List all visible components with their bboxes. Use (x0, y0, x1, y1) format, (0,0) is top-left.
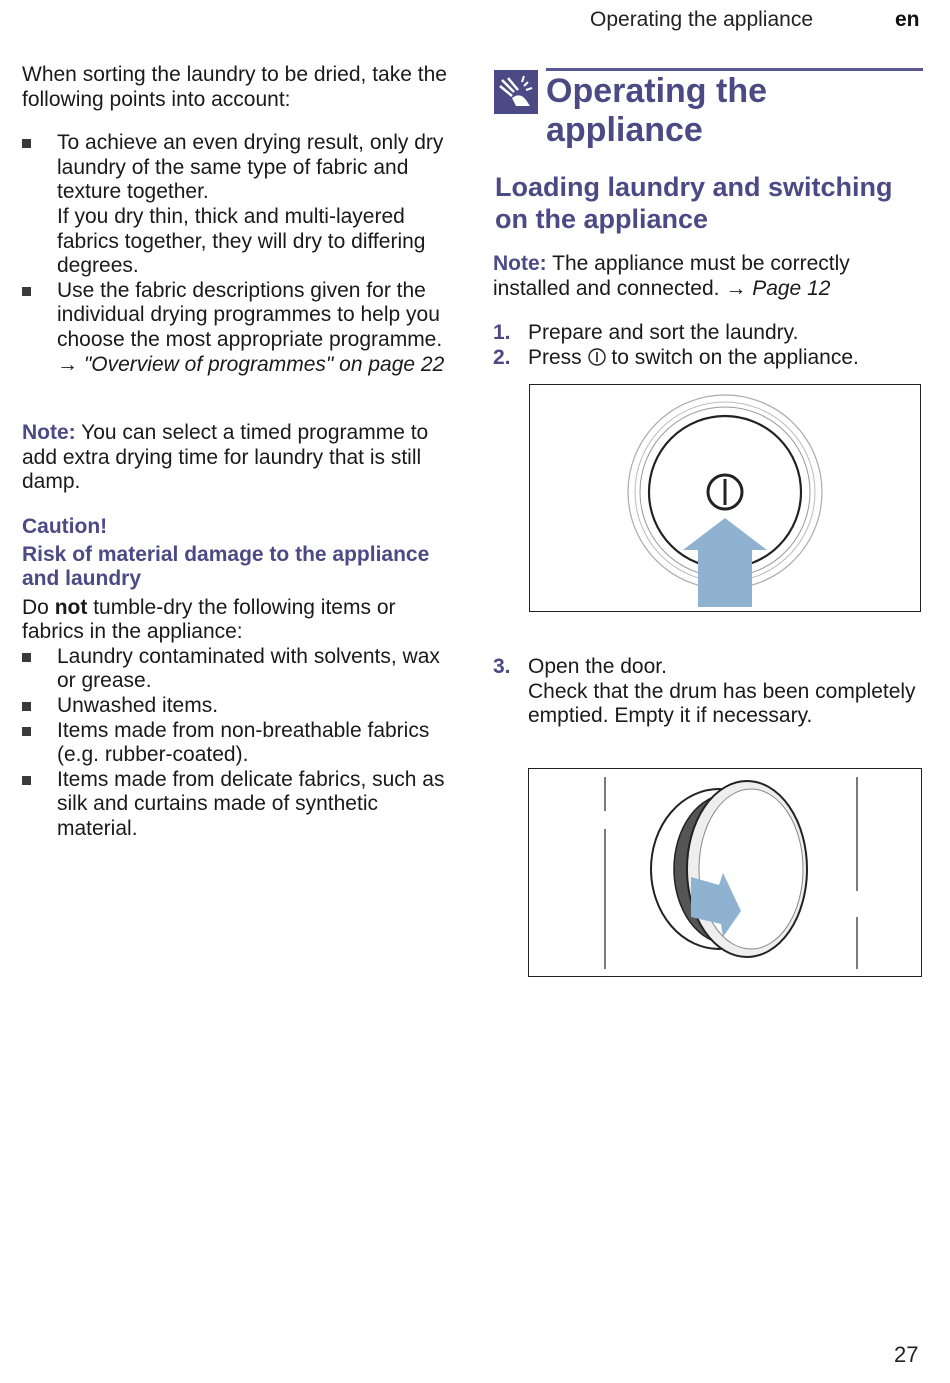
bullet-square-icon (22, 139, 31, 148)
step-number: 2. (493, 345, 511, 369)
step-number: 3. (493, 655, 511, 678)
bullet-text: To achieve an even drying result, only dry laundry of the same type of fabric and texture together. (57, 131, 444, 204)
note-label: Note: (22, 421, 76, 445)
steps-list-continued (493, 655, 923, 729)
heading-rule (546, 68, 923, 71)
steps-list (493, 321, 923, 370)
step-item (493, 321, 923, 346)
bullet-square-icon (22, 727, 31, 736)
intro-text: When sorting the laundry to be dried, take the following points into account: (22, 63, 447, 111)
list-item (22, 279, 450, 377)
list-item: Items made from delicate fabrics, such as silk and curtains made of synthetic material. (22, 768, 450, 842)
note-text: You can select a timed programme to add extra drying time for laundry that is still damp. (22, 421, 429, 494)
caution-text: Do not tumble-dry the following items or fabrics in the appliance: (22, 595, 396, 644)
caution-subtitle: Risk of material damage to the appliance and laundry (22, 542, 430, 591)
bullet-text: Use the fabric descriptions given for the individual drying programmes to help you choose the most appropriate programme. (57, 278, 443, 351)
page-number: 27 (894, 1342, 919, 1367)
caution-title: Caution! (22, 514, 108, 538)
bullet-square-icon (22, 653, 31, 662)
step-text: Open the door. (528, 655, 667, 678)
list-item: Laundry contaminated with solvents, wax or grease. (22, 645, 450, 694)
power-icon (588, 348, 606, 366)
caution-list (22, 645, 450, 842)
header-title: Operating the appliance (590, 8, 813, 31)
section-heading (493, 63, 923, 171)
note (22, 421, 450, 495)
caution-emphasis: not (54, 595, 88, 619)
arrow-icon: → (725, 276, 747, 300)
page-reference-link[interactable]: "Overview of programmes" on page 22 (83, 352, 445, 376)
door-open-illustration (528, 768, 922, 977)
right-column (493, 63, 923, 370)
bullet-square-icon (22, 776, 31, 785)
left-column (22, 63, 450, 842)
note-text: The appliance must be correctly installed and connected. (493, 252, 850, 300)
bullet-square-icon (22, 287, 31, 296)
step-item (493, 655, 923, 729)
arrow-icon: → (57, 352, 78, 376)
power-button-illustration (529, 384, 921, 612)
note-label: Note: (493, 252, 547, 275)
step-number: 1. (493, 321, 511, 345)
page-reference-link[interactable]: Page 12 (752, 276, 831, 300)
bullet-square-icon (22, 702, 31, 711)
step-text-2: Check that the drum has been completely emptied. Empty it if necessary. (528, 679, 916, 728)
step-item: 2. Press to switch on the appliance. (493, 345, 859, 369)
step-3-block (493, 655, 923, 729)
appliance-operation-icon (494, 70, 538, 114)
step-text: Prepare and sort the laundry. (528, 321, 799, 345)
subsection-title: Loading laundry and switching on the appliance (495, 172, 893, 234)
header-language: en (895, 8, 920, 31)
page-title: Operating the appliance (546, 72, 768, 149)
list-item: Items made from non-breathable fabrics (e.g. rubber-coated). (22, 719, 450, 768)
list-item (22, 131, 450, 279)
list-item: Unwashed items. (22, 694, 450, 719)
bullet-text-2: If you dry thin, thick and multi-layered fabrics together, they will dry to differing degrees. (57, 204, 426, 278)
note (493, 252, 923, 301)
sorting-list (22, 131, 450, 377)
